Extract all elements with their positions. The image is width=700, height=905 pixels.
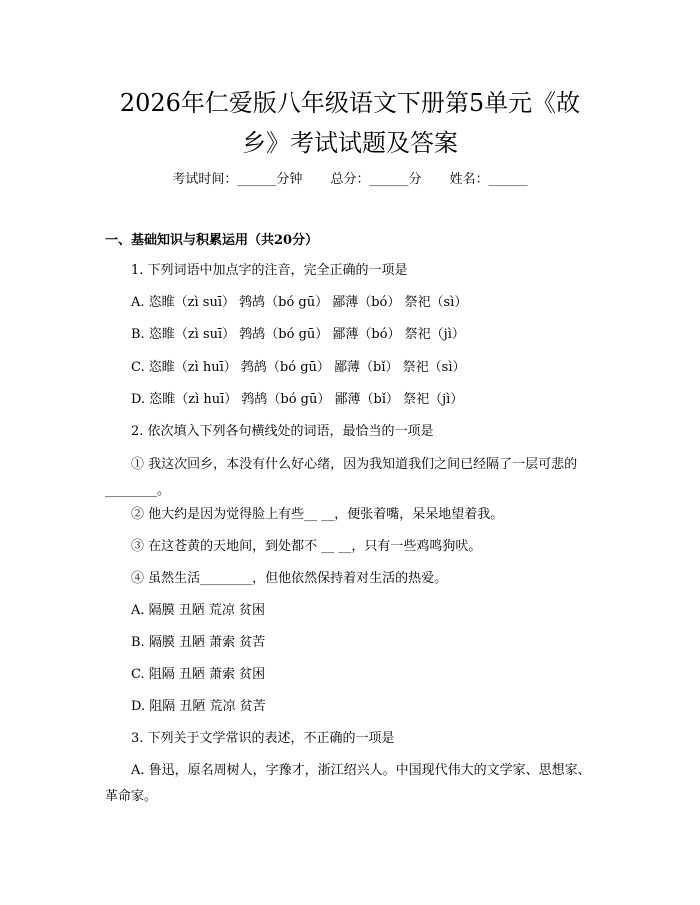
question-1-option-c: C. 恣睢（zì huī） 鹁鸪（bó gū） 鄙薄（bǐ） 祭祀（sì） (131, 360, 466, 375)
question-2-option-d: D. 阻隔 丑陋 荒凉 贫苦 (131, 699, 266, 714)
exam-title (70, 83, 630, 163)
question-2-sentence-1: ① 我这次回乡，本没有什么好心绪，因为我知道我们之间已经隔了一层可悲的________。 (105, 457, 578, 498)
question-3-stem: 3. 下列关于文学常识的表述，不正确的一项是 (131, 731, 395, 746)
exam-time-field: 考试时间：______分钟 (172, 172, 303, 187)
total-score-field: 总分：______分 (330, 172, 422, 187)
question-2-stem: 2. 依次填入下列各句横线处的词语，最恰当的一项是 (131, 424, 434, 439)
question-2-option-b: B. 隔膜 丑陋 萧索 贫苦 (131, 635, 266, 650)
question-2-sentence-3: ③ 在这苍黄的天地间，到处都不 __ __，只有一些鸡鸣狗吠。 (131, 539, 482, 554)
section-heading: 一、基础知识与积累运用（共20分） (105, 233, 319, 248)
question-1-option-b: B. 恣睢（zì suī） 鹁鸪（bó gū） 鄙薄（bó） 祭祀（jì） (131, 327, 465, 342)
exam-meta (0, 168, 700, 187)
question-2-sentence-2: ② 他大约是因为觉得脸上有些__ __，便张着嘴，呆呆地望着我。 (131, 507, 504, 522)
question-2-sentence-4: ④ 虽然生活________，但他依然保持着对生活的热爱。 (131, 571, 448, 586)
question-2-option-c: C. 阻隔 丑陋 萧索 贫困 (131, 667, 266, 682)
title-line-2: 乡》考试试题及答案 (242, 129, 458, 157)
question-1-stem: 1. 下列词语中加点字的注音，完全正确的一项是 (131, 263, 408, 278)
question-1-option-d: D. 恣睢（zì huī） 鹁鸪（bó gū） 鄙薄（bǐ） 祭祀（jì） (131, 392, 464, 407)
question-3-option-a: A. 鲁迅，原名周树人，字豫才，浙江绍兴人。中国现代伟大的文学家、思想家、革命家。 (105, 763, 591, 804)
question-1-option-a: A. 恣睢（zì suī） 鹁鸪（bó gū） 鄙薄（bó） 祭祀（sì） (131, 295, 468, 310)
title-line-1: 2026年仁爱版八年级语文下册第5单元《故 (119, 89, 581, 117)
student-name-field: 姓名：______ (449, 172, 528, 187)
question-2-option-a: A. 隔膜 丑陋 荒凉 贫困 (131, 603, 266, 618)
